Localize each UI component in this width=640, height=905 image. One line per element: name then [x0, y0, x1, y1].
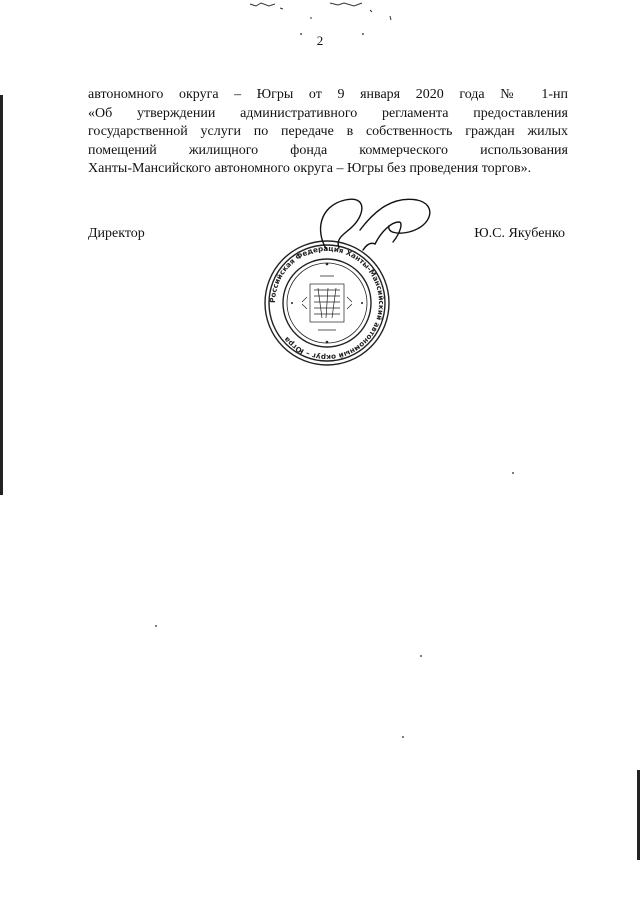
signatory-position: Директор [88, 226, 145, 241]
handwritten-signature [305, 192, 445, 262]
body-line: помещений жилищного фонда коммерческого использования [88, 142, 568, 158]
scan-artifact-top [220, 0, 420, 30]
body-line: автономного округа – Югры от 9 января 2020 года № 1-нп [88, 87, 568, 102]
scan-speck [300, 33, 302, 35]
body-line: «Об утверждении административного регламента предоставления [88, 105, 568, 121]
scan-edge-left [0, 95, 3, 495]
body-line: государственной услуги по передаче в собственность граждан жилых [88, 124, 568, 140]
scan-speck [155, 625, 157, 627]
scan-speck [512, 472, 514, 474]
body-paragraph [88, 86, 568, 179]
page-number: 2 [316, 33, 324, 48]
signatory-name: Ю.С. Якубенко [474, 226, 565, 241]
seal-ring-text: Российская Федерация Ханты-Мансийский автономный округ – Югра [267, 243, 387, 363]
scan-speck [420, 655, 422, 657]
scan-speck [402, 736, 404, 738]
scan-speck [362, 33, 364, 35]
body-line: Ханты-Мансийского автономного округа – Югры без проведения торгов». [88, 161, 532, 177]
